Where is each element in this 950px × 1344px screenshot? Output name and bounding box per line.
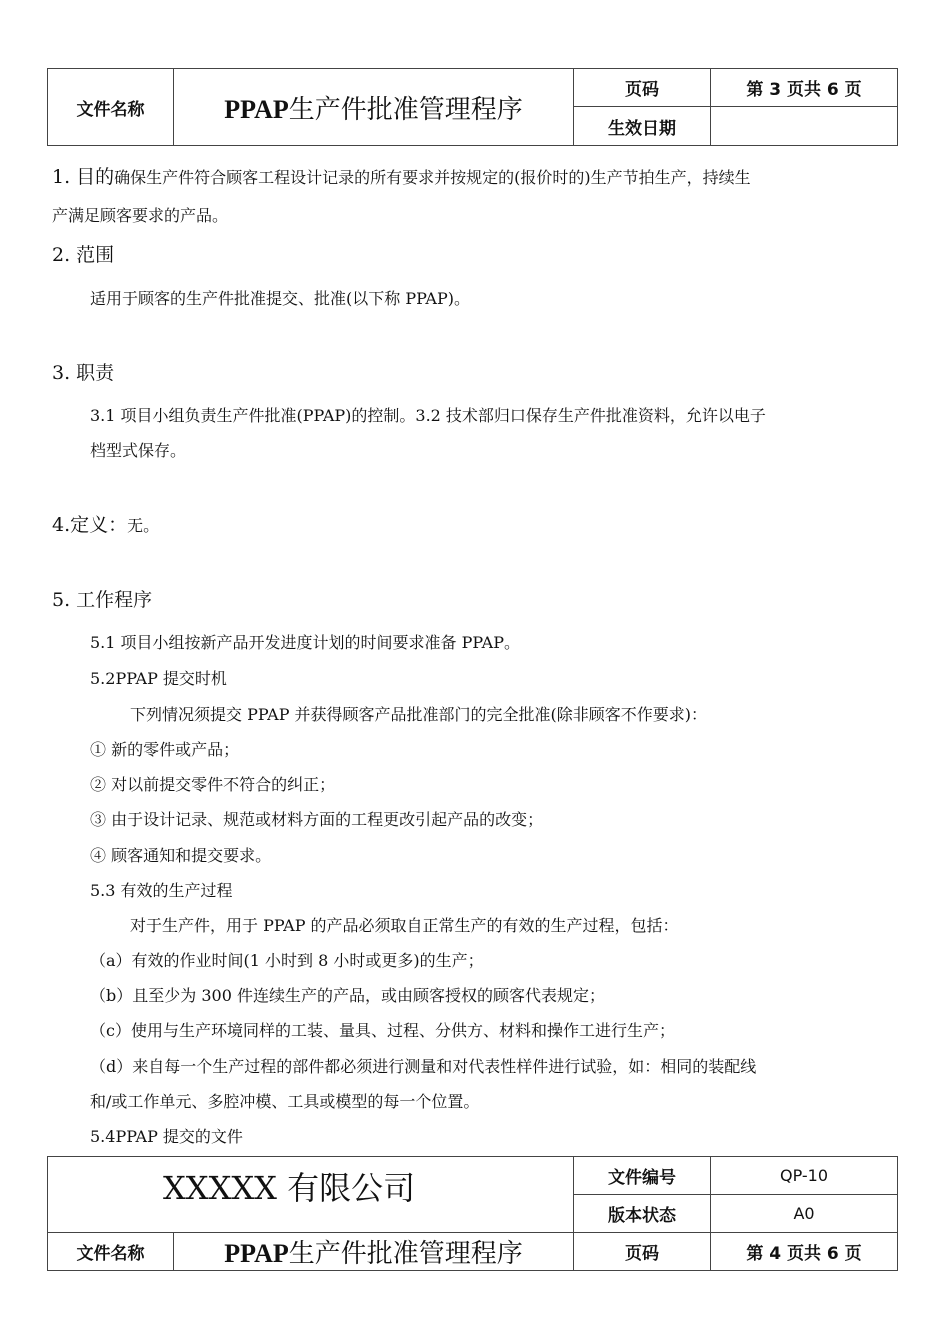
header-table-top	[47, 68, 898, 146]
paragraph: 产满足顾客要求的产品。	[52, 206, 229, 225]
subsection-heading: 5.3 有效的生产过程	[90, 881, 233, 900]
effective-date-label: 生效日期	[574, 107, 711, 146]
section-heading: 1. 目的	[52, 166, 115, 188]
section-heading: 3. 职责	[52, 362, 115, 384]
list-item: （c）使用与生产环境同样的工装、量具、过程、分供方、材料和操作工进行生产；	[90, 1021, 675, 1040]
effective-date-value	[711, 107, 898, 146]
section-heading: 4.定义：	[52, 514, 128, 536]
header-table-bottom	[47, 1156, 898, 1271]
subsection-heading: 5.2PPAP 提交时机	[90, 669, 227, 688]
section-heading: 5. 工作程序	[52, 589, 153, 611]
paragraph: 适用于顾客的生产件批准提交、批准(以下称 PPAP)。	[90, 289, 470, 308]
paragraph: 确保生产件符合顾客工程设计记录的所有要求并按规定的(报价时的)生产节拍生产，持续生	[114, 168, 751, 187]
list-item: ③ 由于设计记录、规范或材料方面的工程更改引起产品的改变；	[90, 810, 544, 829]
paragraph: 对于生产件，用于 PPAP 的产品必须取自正常生产的有效的生产过程，包括：	[130, 916, 679, 935]
paragraph: 3.1 项目小组负责生产件批准(PPAP)的控制。3.2 技术部归口保存生产件批准资料，允许以电子	[90, 406, 766, 425]
page-label: 页码	[574, 69, 711, 107]
section-heading: 2. 范围	[52, 244, 115, 266]
paragraph: 档型式保存。	[90, 441, 187, 460]
page-number: 第 4 页共 6 页	[711, 1233, 898, 1271]
list-item: 和/或工作单元、多腔冲模、工具或模型的每一个位置。	[90, 1092, 480, 1111]
subsection-heading: 5.4PPAP 提交的文件	[90, 1127, 243, 1146]
version-label: 版本状态	[574, 1195, 711, 1233]
file-name-label: 文件名称	[48, 1233, 174, 1271]
document-number-label: 文件编号	[574, 1157, 711, 1195]
list-item: （d）来自每一个生产过程的部件都必须进行测量和对代表性样件进行试验，如：相同的装配线	[90, 1057, 757, 1076]
list-item: ① 新的零件或产品；	[90, 740, 240, 759]
page-label: 页码	[574, 1233, 711, 1271]
document-title: PPAP生产件批准管理程序	[174, 1233, 574, 1271]
list-item: ② 对以前提交零件不符合的纠正；	[90, 775, 336, 794]
paragraph: 无。	[127, 516, 160, 535]
company-name: XXXXX 有限公司	[48, 1157, 574, 1233]
section-1	[52, 166, 751, 189]
section-4	[52, 514, 159, 537]
document-number: QP-10	[711, 1157, 898, 1195]
subsection-heading: 5.1 项目小组按新产品开发进度计划的时间要求准备 PPAP。	[90, 633, 521, 652]
version-value: A0	[711, 1195, 898, 1233]
paragraph: 下列情况须提交 PPAP 并获得顾客产品批准部门的完全批准(除非顾客不作要求)：	[130, 705, 708, 724]
list-item: （b）且至少为 300 件连续生产的产品，或由顾客授权的顾客代表规定；	[90, 986, 605, 1005]
document-title: PPAP生产件批准管理程序	[174, 69, 574, 146]
list-item: ④ 顾客通知和提交要求。	[90, 846, 272, 865]
page-number: 第 3 页共 6 页	[711, 69, 898, 107]
list-item: （a）有效的作业时间(1 小时到 8 小时或更多)的生产；	[90, 951, 484, 970]
file-name-label: 文件名称	[48, 69, 174, 146]
